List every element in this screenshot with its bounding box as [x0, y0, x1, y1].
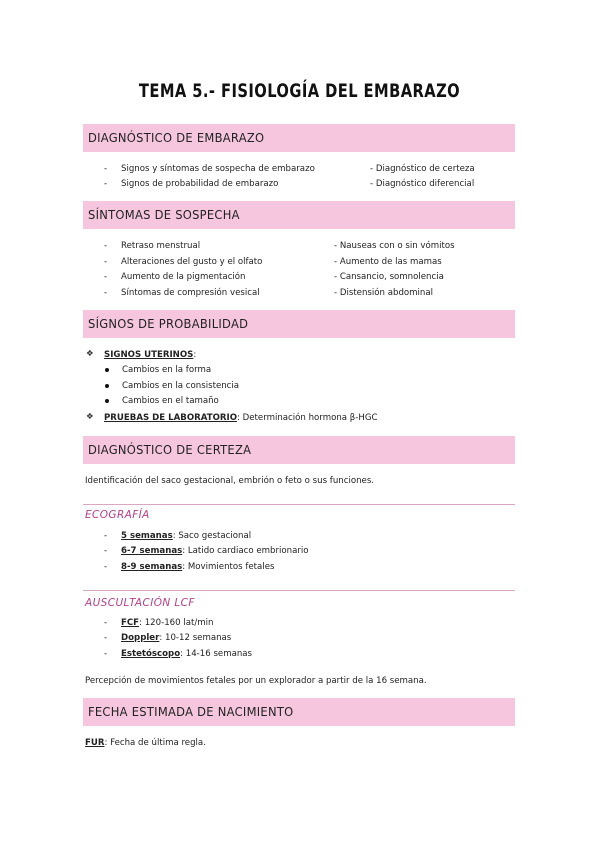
paragraph: Percepción de movimientos fetales por un explorador a partir de la 16 semana. [85, 676, 427, 686]
list-item: Cambios en el tamaño [122, 396, 219, 406]
section-header-fecha [83, 698, 515, 726]
list-item: - Distensión abdominal [334, 288, 434, 298]
dash-marker: - [104, 531, 108, 541]
paragraph: FUR: Fecha de última regla. [85, 738, 206, 748]
divider [83, 590, 515, 591]
list-item: Alteraciones del gusto y el olfato [121, 257, 263, 267]
section-heading: SÍGNOS DE PROBABILIDAD [88, 316, 249, 331]
list-item: - Nauseas con o sin vómitos [334, 241, 455, 251]
list-item: 5 semanas: Saco gestacional [121, 531, 252, 541]
divider [83, 504, 515, 505]
paragraph: Identificación del saco gestacional, embrión o feto o sus funciones. [85, 476, 375, 486]
list-item: FCF: 120-160 lat/min [121, 618, 214, 628]
subheading-auscultacion: AUSCULTACIÓN LCF [85, 597, 195, 609]
subheading-ecografia: ECOGRAFÍA [85, 509, 150, 521]
dash-marker: - [104, 179, 108, 189]
bullet-dot [105, 368, 109, 372]
list-item: Retraso menstrual [121, 241, 201, 251]
pruebas-laboratorio-line: PRUEBAS DE LABORATORIO: Determinación hormona β-HGC [104, 413, 378, 423]
section-header-probabilidad [83, 310, 515, 338]
list-item: - Diagnóstico diferencial [370, 179, 475, 189]
signos-uterinos-line: SIGNOS UTERINOS: [104, 350, 197, 360]
list-item: Signos de probabilidad de embarazo [121, 179, 279, 189]
dash-marker: - [104, 257, 108, 267]
list-item: Signos y síntomas de sospecha de embarazo [121, 164, 315, 174]
section-heading: DIAGNÓSTICO DE CERTEZA [88, 442, 252, 457]
list-item: Cambios en la forma [122, 365, 212, 375]
dash-marker: - [104, 618, 108, 628]
section-header-sintomas [83, 201, 515, 229]
dash-marker: - [104, 241, 108, 251]
section-header-certeza [83, 436, 515, 464]
bullet-dot [105, 384, 109, 388]
diamond-bullet-icon: ❖ [86, 349, 94, 359]
list-item: Doppler: 10-12 semanas [121, 633, 232, 643]
list-item: - Diagnóstico de certeza [370, 164, 475, 174]
diamond-bullet-icon: ❖ [86, 412, 94, 422]
list-item: 8-9 semanas: Movimientos fetales [121, 562, 275, 572]
dash-marker: - [104, 633, 108, 643]
section-heading: DIAGNÓSTICO DE EMBARAZO [88, 130, 265, 145]
list-item: - Cansancio, somnolencia [334, 272, 444, 282]
dash-marker: - [104, 562, 108, 572]
dash-marker: - [104, 164, 108, 174]
list-item: Aumento de la pigmentación [121, 272, 246, 282]
dash-marker: - [104, 272, 108, 282]
bullet-dot [105, 399, 109, 403]
dash-marker: - [104, 546, 108, 556]
list-item: Síntomas de compresión vesical [121, 288, 260, 298]
section-header-diagnostico-embarazo [83, 124, 515, 152]
list-item: Cambios en la consistencia [122, 381, 240, 391]
list-item: 6-7 semanas: Latido cardiaco embrionario [121, 546, 309, 556]
section-heading: FECHA ESTIMADA DE NACIMIENTO [88, 704, 294, 719]
section-heading: SÍNTOMAS DE SOSPECHA [88, 207, 240, 222]
dash-marker: - [104, 288, 108, 298]
page-title: TEMA 5.- FISIOLOGÍA DEL EMBARAZO [138, 80, 461, 102]
list-item: - Aumento de las mamas [334, 257, 442, 267]
list-item: Estetóscopo: 14-16 semanas [121, 649, 253, 659]
dash-marker: - [104, 649, 108, 659]
